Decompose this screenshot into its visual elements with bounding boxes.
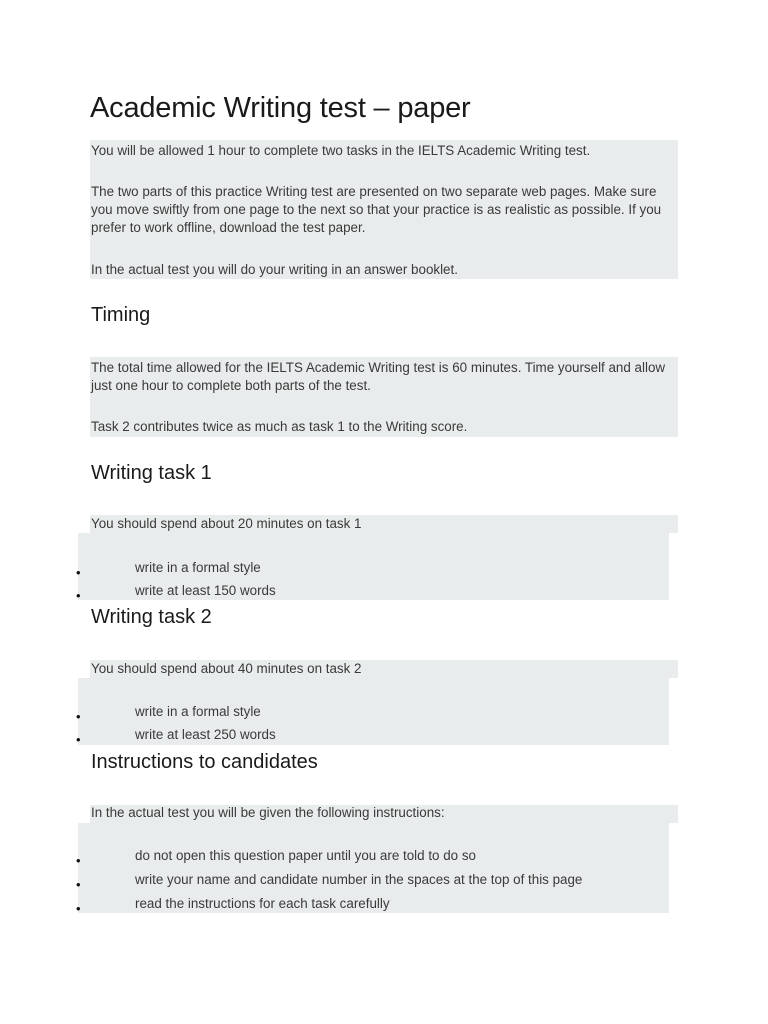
instructions-lead: In the actual test you will be given the following instructions: [91,805,445,820]
list-item [0,895,700,915]
list-item [0,582,700,602]
list-item [0,559,700,579]
timing-paragraph-1: The total time allowed for the IELTS Academic Writing test is 60 minutes. Time yourself and allow just one hour to complete both parts of the test. [91,360,666,393]
bullet-icon: • [76,877,81,892]
task2-lead: You should spend about 40 minutes on task 2 [91,661,362,676]
task1-heading: Writing task 1 [91,462,212,484]
list-item [0,726,700,746]
list-item [0,847,700,867]
list-item-text: write in a formal style [135,560,261,575]
list-item-text: read the instructions for each task carefully [135,896,390,911]
instructions-heading: Instructions to candidates [91,751,318,773]
list-item [0,871,700,891]
list-item-text: write at least 150 words [135,583,276,598]
bullet-icon: • [76,853,81,868]
task1-lead: You should spend about 20 minutes on task 1 [91,516,362,531]
bullet-icon: • [76,565,81,580]
intro-paragraph-2: The two parts of this practice Writing test are presented on two separate web pages. Make sure you move swiftly from one page to the next so that your practice is as realistic as possible. If you prefer to work offline, download the test paper. [91,184,662,235]
timing-paragraph-2: Task 2 contributes twice as much as task 1 to the Writing score. [91,419,468,434]
list-item-text: write your name and candidate number in the spaces at the top of this page [135,872,583,887]
page-title: Academic Writing test – paper [90,92,471,124]
intro-paragraph-3: In the actual test you will do your writing in an answer booklet. [91,262,458,277]
list-item-text: do not open this question paper until you are told to do so [135,848,476,863]
bullet-icon: • [76,732,81,747]
list-item-text: write at least 250 words [135,727,276,742]
bullet-icon: • [76,901,81,916]
list-item [0,703,700,723]
bullet-icon: • [76,588,81,603]
task2-heading: Writing task 2 [91,606,212,628]
bullet-icon: • [76,709,81,724]
intro-paragraph-1: You will be allowed 1 hour to complete two tasks in the IELTS Academic Writing test. [91,143,591,158]
timing-heading: Timing [91,304,151,326]
list-item-text: write in a formal style [135,704,261,719]
